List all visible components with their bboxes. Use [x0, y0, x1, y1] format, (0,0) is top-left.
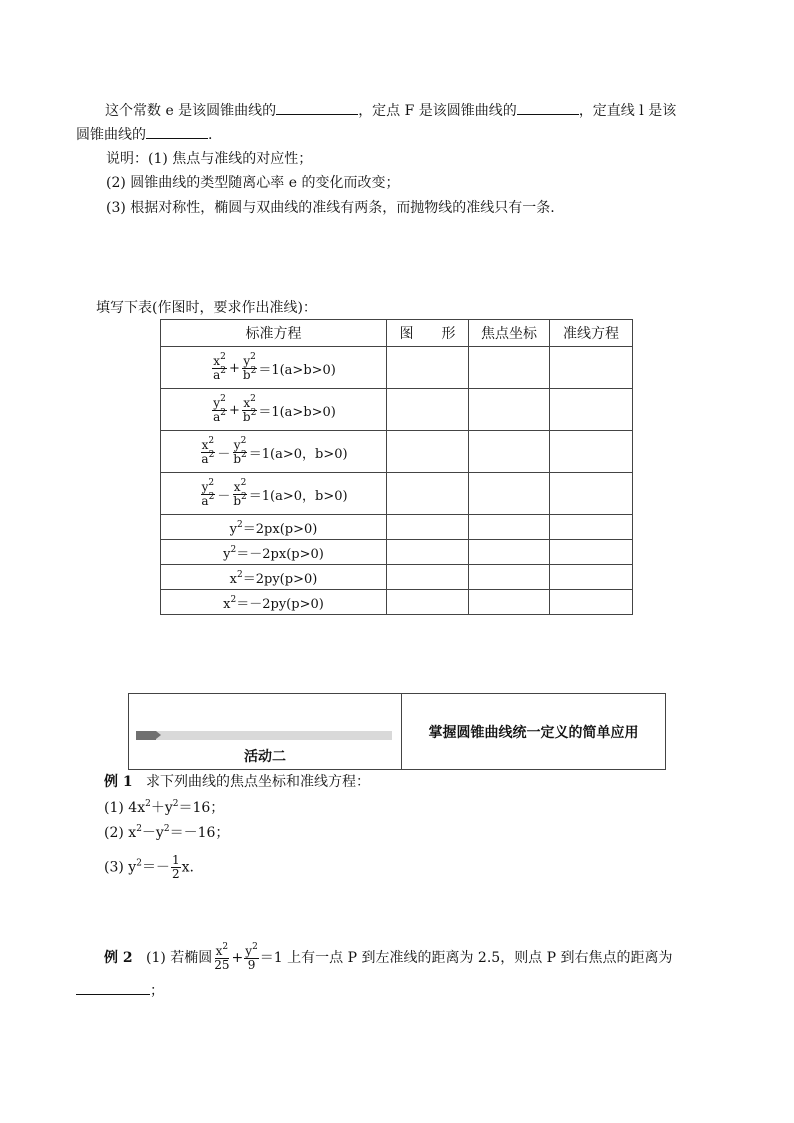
table-row	[161, 431, 633, 473]
equation-cell: $y^2=-2px(p>0)$	[161, 540, 387, 565]
equation-cell: $\frac{x^2}{a^2}$ － $\frac{y^2}{b^2}$ ＝1(a>0，b>0)	[161, 431, 387, 473]
activity-subtitle: 掌握圆锥曲线统一定义的简单应用	[428, 724, 639, 741]
equation-cell: $\frac{y^2}{a^2}$ + $\frac{x^2}{b^2}$ ＝1(a>b>0)	[161, 389, 387, 431]
directrix-cell[interactable]	[550, 590, 633, 615]
focus-cell[interactable]	[469, 540, 550, 565]
focus-cell[interactable]	[469, 590, 550, 615]
header-standard-equation: 标准方程	[161, 320, 387, 347]
example1-item-1: (1) $4x^2+y^2=16$；	[104, 799, 225, 816]
table-row	[161, 347, 633, 389]
note-3: (3) 根据对称性，椭圆与双曲线的准线有两条，而抛物线的准线只有一条.	[106, 200, 555, 216]
figure-cell[interactable]	[387, 431, 469, 473]
table-row	[161, 473, 633, 515]
blank-example2-answer[interactable]	[76, 980, 150, 995]
progress-arrow-icon	[156, 731, 161, 739]
focus-cell[interactable]	[469, 347, 550, 389]
note-2: (2) 圆锥曲线的类型随离心率 e 的变化而改变；	[106, 175, 400, 191]
figure-cell[interactable]	[387, 347, 469, 389]
directrix-cell[interactable]	[550, 473, 633, 515]
focus-cell[interactable]	[469, 389, 550, 431]
directrix-cell[interactable]	[550, 347, 633, 389]
intro-text-a: 这个常数 e 是该圆锥曲线的	[105, 103, 277, 119]
directrix-cell[interactable]	[550, 540, 633, 565]
activity-banner	[128, 693, 666, 770]
table-prompt: 填写下表(作图时，要求作出准线)：	[96, 300, 317, 316]
table-row	[161, 515, 633, 540]
blank-eccentricity[interactable]	[276, 100, 358, 115]
example1-label: 例 1	[104, 774, 133, 790]
example1-item-3: (3) $y^2=-$ $\frac{1}{2}$ x.	[104, 853, 194, 881]
progress-fill	[136, 731, 156, 740]
intro-text-end: .	[208, 127, 213, 143]
intro-line-2	[76, 124, 212, 145]
focus-cell[interactable]	[469, 473, 550, 515]
example2-line-2: ；	[76, 980, 164, 1001]
directrix-cell[interactable]	[550, 389, 633, 431]
intro-text-c: ，定直线 l 是该	[578, 103, 677, 119]
figure-cell[interactable]	[387, 590, 469, 615]
figure-cell[interactable]	[387, 389, 469, 431]
activity-left-panel	[129, 694, 402, 769]
header-focus: 焦点坐标	[469, 320, 550, 347]
conic-table	[160, 319, 633, 615]
example2-label: 例 2	[104, 950, 133, 966]
blank-focus[interactable]	[517, 100, 579, 115]
focus-cell[interactable]	[469, 431, 550, 473]
activity-title: 活动二	[244, 749, 286, 765]
equation-cell: $y^2=2px(p>0)$	[161, 515, 387, 540]
table-row	[161, 565, 633, 590]
directrix-cell[interactable]	[550, 431, 633, 473]
directrix-cell[interactable]	[550, 515, 633, 540]
table-row	[161, 389, 633, 431]
table-header-row	[161, 320, 633, 347]
directrix-cell[interactable]	[550, 565, 633, 590]
table-row	[161, 540, 633, 565]
example1-heading	[104, 772, 370, 792]
activity-progress-bar	[136, 731, 392, 740]
figure-cell[interactable]	[387, 515, 469, 540]
focus-cell[interactable]	[469, 515, 550, 540]
note-label: 说明：	[106, 151, 148, 167]
equation-cell: $\frac{x^2}{a^2}$ + $\frac{y^2}{b^2}$ ＝1(a>b>0)	[161, 347, 387, 389]
focus-cell[interactable]	[469, 565, 550, 590]
example2-line-1: 例 2 (1) 若椭圆 $\frac{x^2}{25}$ + $\frac{y^2}{9}$ ＝1 上有一点 P 到左准线的距离为 2.5，则点 P 到右焦点的距离为	[104, 941, 673, 972]
note-1: (1) 焦点与准线的对应性；	[148, 151, 313, 167]
equation-cell: $x^2=-2py(p>0)$	[161, 590, 387, 615]
header-directrix: 准线方程	[550, 320, 633, 347]
figure-cell[interactable]	[387, 565, 469, 590]
example1-item-2: (2) $x^2-y^2=-16$；	[104, 824, 230, 841]
note-line-1	[106, 149, 312, 169]
header-figure: 图 形	[387, 320, 469, 347]
equation-cell: $\frac{y^2}{a^2}$ － $\frac{x^2}{b^2}$ ＝1(a>0，b>0)	[161, 473, 387, 515]
table-row	[161, 590, 633, 615]
blank-directrix[interactable]	[146, 124, 208, 139]
intro-text-b: ，定点 F 是该圆锥曲线的	[358, 103, 517, 119]
intro-text-d: 圆锥曲线的	[76, 127, 146, 143]
figure-cell[interactable]	[387, 473, 469, 515]
example1-text: 求下列曲线的焦点坐标和准线方程：	[145, 774, 370, 790]
figure-cell[interactable]	[387, 540, 469, 565]
equation-cell: $x^2=2py(p>0)$	[161, 565, 387, 590]
intro-line-1	[105, 100, 676, 121]
